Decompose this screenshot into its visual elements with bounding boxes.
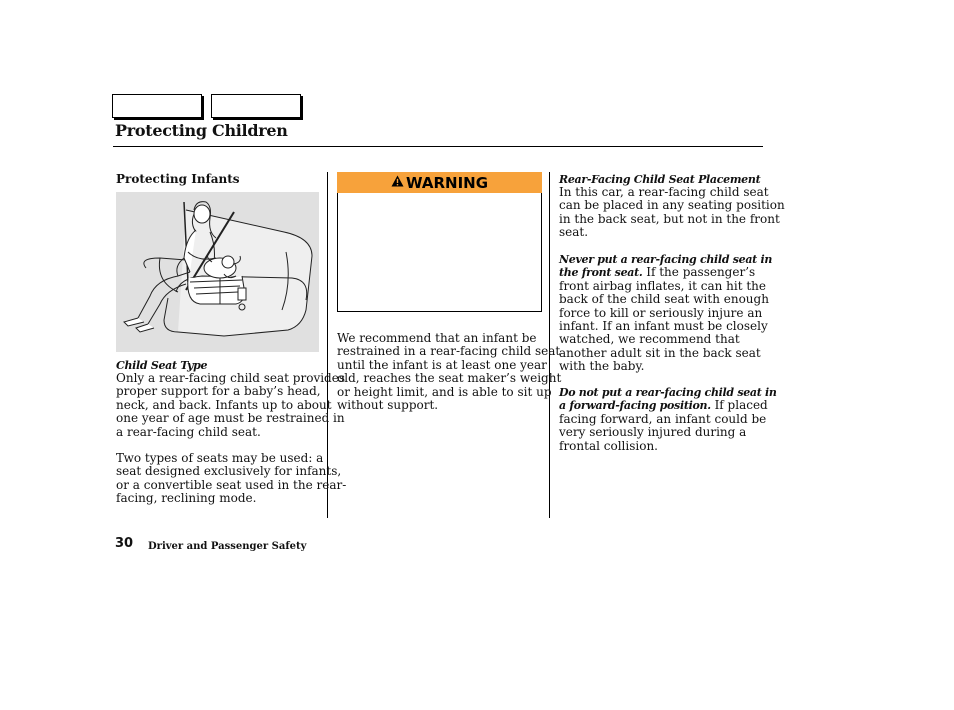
nav-tab-2[interactable]: [211, 94, 301, 118]
page-number: 30: [115, 536, 134, 551]
page-title: Protecting Children: [115, 121, 288, 140]
warning-label: WARNING: [405, 173, 489, 192]
child-seat-illustration: [116, 192, 319, 352]
footer-section-label: Driver and Passenger Safety: [148, 541, 307, 552]
warning-box: [337, 193, 542, 312]
child-seat-type-paragraph: Only a rear-facing child seat provides proper support for a baby’s head, neck, and back. Infants up to about one year of age must be restrained in a rear-facing child seat.: [116, 371, 346, 439]
title-rule: [113, 146, 763, 147]
section-heading: Protecting Infants: [116, 172, 240, 186]
placement-subhead: Rear-Facing Child Seat Placement: [559, 173, 761, 186]
front-seat-warning-paragraph: Never put a rear-facing child seat in the front seat. If the passenger’s front airbag inflates, it can hit the back of the child seat with enough force to kill or seriously injure an infant. If an infant must be closely watched, we recommend that another adult sit in the back seat with the baby.: [559, 253, 773, 374]
child-seat-type-subhead: Child Seat Type: [116, 359, 208, 372]
warning-triangle-icon: [391, 175, 404, 191]
placement-paragraph: In this car, a rear-facing child seat can be placed in any seating position in the back seat, but not in the front seat.: [559, 185, 785, 240]
nav-tab-1[interactable]: [112, 94, 202, 118]
seat-types-paragraph: Two types of seats may be used: a seat designed exclusively for infants, or a convertible seat used in the rear- facing, reclining mode.: [116, 451, 347, 506]
forward-facing-warning-paragraph: Do not put a rear-facing child seat in a forward-facing position. If placed facing forward, an infant could be very seriously injured during a frontal collision.: [559, 386, 777, 453]
infant-recommendation-paragraph: We recommend that an infant be restrained in a rear-facing child seat until the infant is at least one year old, reaches the seat maker’s weight or height limit, and is able to sit up without support.: [337, 331, 562, 413]
woman-infant-seat-icon: [116, 192, 319, 352]
warning-banner: [337, 172, 542, 193]
